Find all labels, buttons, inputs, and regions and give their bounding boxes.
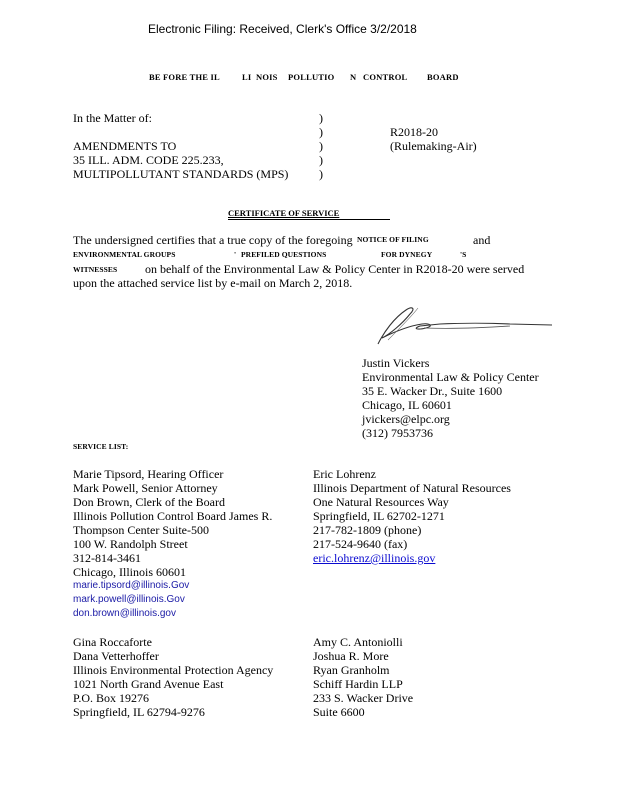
certificate-notice-of-filing: NOTICE OF FILING	[357, 235, 429, 244]
service-email-link[interactable]: eric.lohrenz@illinois.gov	[313, 551, 436, 565]
board-title-part: NOIS	[256, 72, 278, 82]
certificate-text: The undersigned certifies that a true copy of the foregoing	[73, 233, 353, 247]
filing-notice: Electronic Filing: Received, Clerk's Office 3/2/2018	[148, 22, 417, 36]
caption-line: AMENDMENTS TO	[73, 139, 177, 153]
signature-image	[360, 302, 556, 348]
service-line: 233 S. Wacker Drive	[313, 691, 414, 705]
service-line: Illinois Department of Natural Resources	[313, 481, 511, 495]
certificate-text: upon the attached service list by e-mail on March 2, 2018.	[73, 276, 353, 290]
service-line: Chicago, Illinois 60601	[73, 565, 186, 579]
signer-city: Chicago, IL 60601	[362, 398, 452, 412]
certificate-title: CERTIFICATE OF SERVICE	[228, 208, 340, 218]
service-line: 217-782-1809 (phone)	[313, 523, 422, 537]
certificate-env-groups: ENVIRONMENTAL GROUPS	[73, 250, 176, 259]
service-line: Don Brown, Clerk of the Board	[73, 495, 225, 509]
service-line: 217-524-9640 (fax)	[313, 537, 408, 551]
certificate-for-dynegy: FOR DYNEGY	[381, 250, 433, 259]
case-type: (Rulemaking-Air)	[390, 139, 477, 153]
board-title-part: N	[350, 72, 357, 82]
service-line: Dana Vetterhoffer	[73, 649, 159, 663]
service-email[interactable]: marie.tipsord@illinois.Gov	[73, 580, 190, 591]
service-line: Suite 6600	[313, 705, 365, 719]
caption-bracket: )	[319, 167, 323, 181]
signer-name: Justin Vickers	[362, 356, 430, 370]
service-list-label: SERVICE LIST:	[73, 442, 129, 451]
certificate-text: on behalf of the Environmental Law & Policy Center in R2018-20 were served	[145, 262, 525, 276]
signer-org: Environmental Law & Policy Center	[362, 370, 539, 384]
service-line: Marie Tipsord, Hearing Officer	[73, 467, 224, 481]
board-title-part: LI	[242, 72, 252, 82]
service-line: Illinois Environmental Protection Agency	[73, 663, 274, 677]
service-email[interactable]: don.brown@illinois.gov	[73, 608, 176, 619]
certificate-underline	[228, 219, 390, 220]
service-line: Joshua R. More	[313, 649, 389, 663]
signer-address: 35 E. Wacker Dr., Suite 1600	[362, 384, 503, 398]
caption-bracket: )	[319, 125, 323, 139]
service-line: Eric Lohrenz	[313, 467, 376, 481]
service-line: Thompson Center Suite-500	[73, 523, 209, 537]
service-line: Ryan Granholm	[313, 663, 390, 677]
service-line: Schiff Hardin LLP	[313, 677, 403, 691]
caption-bracket: )	[319, 153, 323, 167]
board-title-part: BOARD	[427, 72, 459, 82]
caption-bracket: )	[319, 139, 323, 153]
signer-phone: (312) 7953736	[362, 426, 433, 440]
service-line: One Natural Resources Way	[313, 495, 449, 509]
service-line: Amy C. Antoniolli	[313, 635, 403, 649]
service-email[interactable]: mark.powell@illinois.Gov	[73, 594, 185, 605]
board-title-part: BE	[149, 72, 161, 82]
certificate-witnesses: WITNESSES	[73, 265, 118, 274]
service-line: Gina Roccaforte	[73, 635, 152, 649]
service-line: Illinois Pollution Control Board James R.	[73, 509, 273, 523]
service-line: 100 W. Randolph Street	[73, 537, 188, 551]
matter-label: In the Matter of:	[73, 111, 152, 125]
case-number: R2018-20	[390, 125, 438, 139]
service-line: Springfield, IL 62702-1271	[313, 509, 445, 523]
board-title-part: FORE THE IL	[163, 72, 220, 82]
service-line: Springfield, IL 62794-9276	[73, 705, 205, 719]
board-title-part: POLLUTIO	[288, 72, 335, 82]
caption-line: MULTIPOLLUTANT STANDARDS (MPS)	[73, 167, 289, 181]
service-line: Mark Powell, Senior Attorney	[73, 481, 218, 495]
certificate-prefiled-questions: PREFILED QUESTIONS	[241, 250, 327, 259]
certificate-s-mark: 'S	[460, 250, 467, 259]
caption-line: 35 ILL. ADM. CODE 225.233,	[73, 153, 224, 167]
caption-bracket: )	[319, 111, 323, 125]
certificate-text: and	[473, 233, 491, 247]
service-line: 1021 North Grand Avenue East	[73, 677, 224, 691]
service-line: P.O. Box 19276	[73, 691, 150, 705]
service-line: 312-814-3461	[73, 551, 141, 565]
board-title-part: CONTROL	[363, 72, 408, 82]
signer-email: jvickers@elpc.org	[362, 412, 450, 426]
certificate-apostrophe: '	[234, 250, 237, 259]
